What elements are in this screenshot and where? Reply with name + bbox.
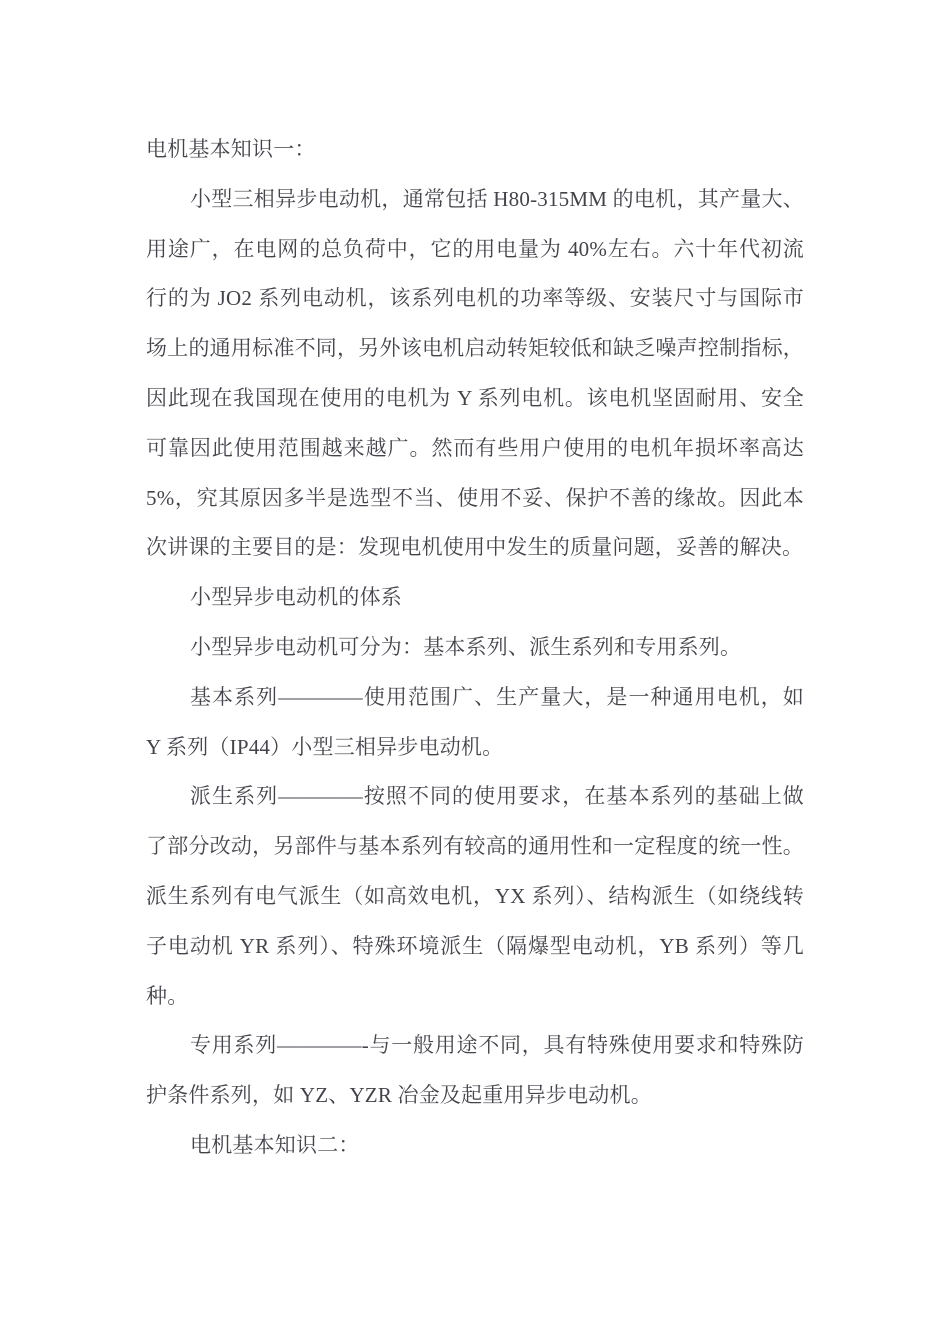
paragraph-small-three-phase-motor-overview: 小型三相异步电动机，通常包括 H80-315MM 的电机，其产量大、用途广，在电网的总负荷中，它的用电量为 40%左右。六十年代初流行的为 JO2 系列电动机，该系列电机的功率等级、安装尺寸与国际市场上的通用标准不同，另外该电机启动转矩较低和缺乏噪声控制指标，因此现在我国现在使用的电机为 Y 系列电机。该电机坚固耐用、安全可靠因此使用范围越来越广。然而有些用户使用的电机年损坏率高达 5%，究其原因多半是选型不当、使用不妥、保护不善的缘故。因此本次讲课的主要目的是：发现电机使用中发生的质量问题，妥善的解决。	[146, 186, 804, 560]
paragraph-basic-series: 基本系列————使用范围广、生产量大，是一种通用电机，如 Y 系列（IP44）小型三相异步电动机。	[146, 684, 804, 759]
heading-motor-basics-1: 电机基本知识一：	[146, 137, 316, 161]
paragraph-derived-series: 派生系列————按照不同的使用要求，在基本系列的基础上做了部分改动，另部件与基本系列有较高的通用性和一定程度的统一性。派生系列有电气派生（如高效电机，YX 系列）、结构派生（如绕线转子电动机 YR 系列）、特殊环境派生（隔爆型电动机，YB 系列）等几种。	[146, 784, 804, 1008]
paragraph-series-classification: 小型异步电动机可分为：基本系列、派生系列和专用系列。	[190, 634, 742, 659]
subheading-small-async-motor-system: 小型异步电动机的体系	[190, 585, 402, 610]
heading-motor-basics-2: 电机基本知识二：	[190, 1132, 360, 1157]
paragraph-special-series: 专用系列————-与一般用途不同，具有特殊使用要求和特殊防护条件系列，如 YZ、YZR 冶金及起重用异步电动机。	[146, 1033, 804, 1108]
document-body	[146, 125, 804, 1171]
